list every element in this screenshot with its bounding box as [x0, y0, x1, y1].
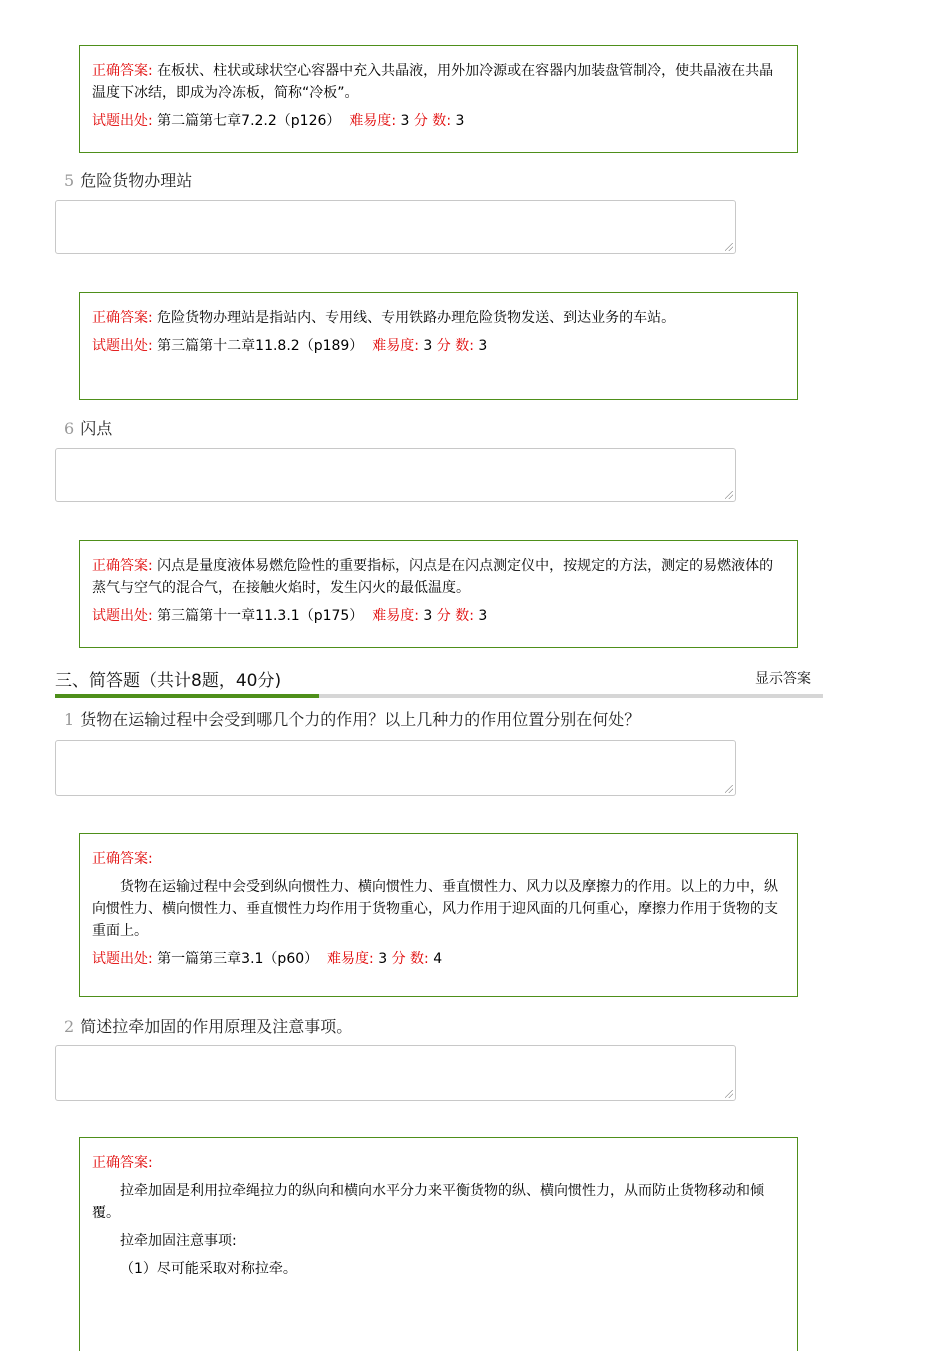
- answer-box: [79, 540, 798, 648]
- section-header: [55, 666, 823, 698]
- source-value: 第二篇第七章7.2.2（p126）: [157, 113, 341, 129]
- resize-handle-icon[interactable]: [725, 491, 733, 499]
- question-number: 2: [64, 1017, 75, 1036]
- score-value: 3: [455, 113, 465, 129]
- answer-text: 拉牵加固是利用拉牵绳拉力的纵向和横向水平分力来平衡货物的纵、横向惯性力，从而防止货物移动和倾覆。: [92, 1183, 764, 1221]
- question-title: 6 闪点: [64, 419, 113, 438]
- answer-text: 正确答案: 在板状、柱状或球状空心容器中充入共晶液，用外加冷源或在容器内加装盘管制冷，使共晶液在共晶温度下冰结，即成为冷冻板，简称“冷板”。: [92, 63, 774, 101]
- section-divider-accent: [55, 694, 319, 698]
- answer-meta: 试题出处: 第三篇第十二章11.8.2（p189） 难易度: 3 分 数: 3: [92, 338, 488, 354]
- answer-meta: 试题出处: 第二篇第七章7.2.2（p126） 难易度: 3 分 数: 3: [92, 113, 465, 129]
- answer-text: （1）尽可能采取对称拉牵。: [120, 1261, 297, 1277]
- answer-text: 货物在运输过程中会受到纵向惯性力、横向惯性力、垂直惯性力、风力以及摩擦力的作用。以上的力中，纵向惯性力、横向惯性力、垂直惯性力均作用于货物重心，风力作用于迎风面的几何重心，摩擦力作用于货物的支重面上。: [92, 879, 778, 939]
- section-title: 三、简答题（共计8题，40分): [55, 671, 282, 691]
- resize-handle-icon[interactable]: [725, 785, 733, 793]
- question-number: 6: [64, 419, 75, 438]
- answer-textarea[interactable]: [55, 740, 736, 796]
- source-label: 试题出处: [92, 113, 148, 129]
- question-title: 5 危险货物办理站: [64, 171, 193, 190]
- answer-textarea[interactable]: [55, 448, 736, 502]
- show-answer-toggle[interactable]: 显示答案: [755, 671, 811, 687]
- question-number: 5: [64, 171, 75, 190]
- answer-meta: 试题出处: 第三篇第十一章11.3.1（p175） 难易度: 3 分 数: 3: [92, 608, 488, 624]
- answer-text: 正确答案: 闪点是量度液体易燃危险性的重要指标，闪点是在闪点测定仪中，按规定的方法，测定的易燃液体的蒸气与空气的混合气，在接触火焰时，发生闪火的最低温度。: [92, 558, 774, 596]
- resize-handle-icon[interactable]: [725, 1090, 733, 1098]
- question-title: 2 简述拉牵加固的作用原理及注意事项。: [64, 1017, 353, 1036]
- answer-text: 正确答案: 危险货物办理站是指站内、专用线、专用铁路办理危险货物发送、到达业务的车站。: [92, 310, 676, 326]
- answer-meta: 试题出处: 第一篇第三章3.1（p60） 难易度: 3 分 数: 4: [92, 951, 443, 967]
- answer-text: 拉牵加固注意事项:: [120, 1233, 237, 1249]
- score-label: 分 数: [413, 113, 447, 129]
- answer-textarea[interactable]: [55, 1045, 736, 1101]
- question-title: 1 货物在运输过程中会受到哪几个力的作用？以上几种力的作用位置分别在何处？: [64, 710, 641, 729]
- difficulty-label: 难易度: [349, 113, 392, 129]
- answer-box: [79, 1137, 798, 1351]
- question-number: 1: [64, 710, 75, 729]
- answer-label: 正确答案: [92, 63, 148, 79]
- answer-box: [79, 45, 798, 153]
- answer-box: [79, 833, 798, 997]
- answer-label: 正确答案:: [92, 1155, 153, 1171]
- answer-textarea[interactable]: [55, 200, 736, 254]
- answer-box: [79, 292, 798, 400]
- answer-label: 正确答案:: [92, 851, 153, 867]
- difficulty-value: 3: [400, 113, 410, 129]
- resize-handle-icon[interactable]: [725, 243, 733, 251]
